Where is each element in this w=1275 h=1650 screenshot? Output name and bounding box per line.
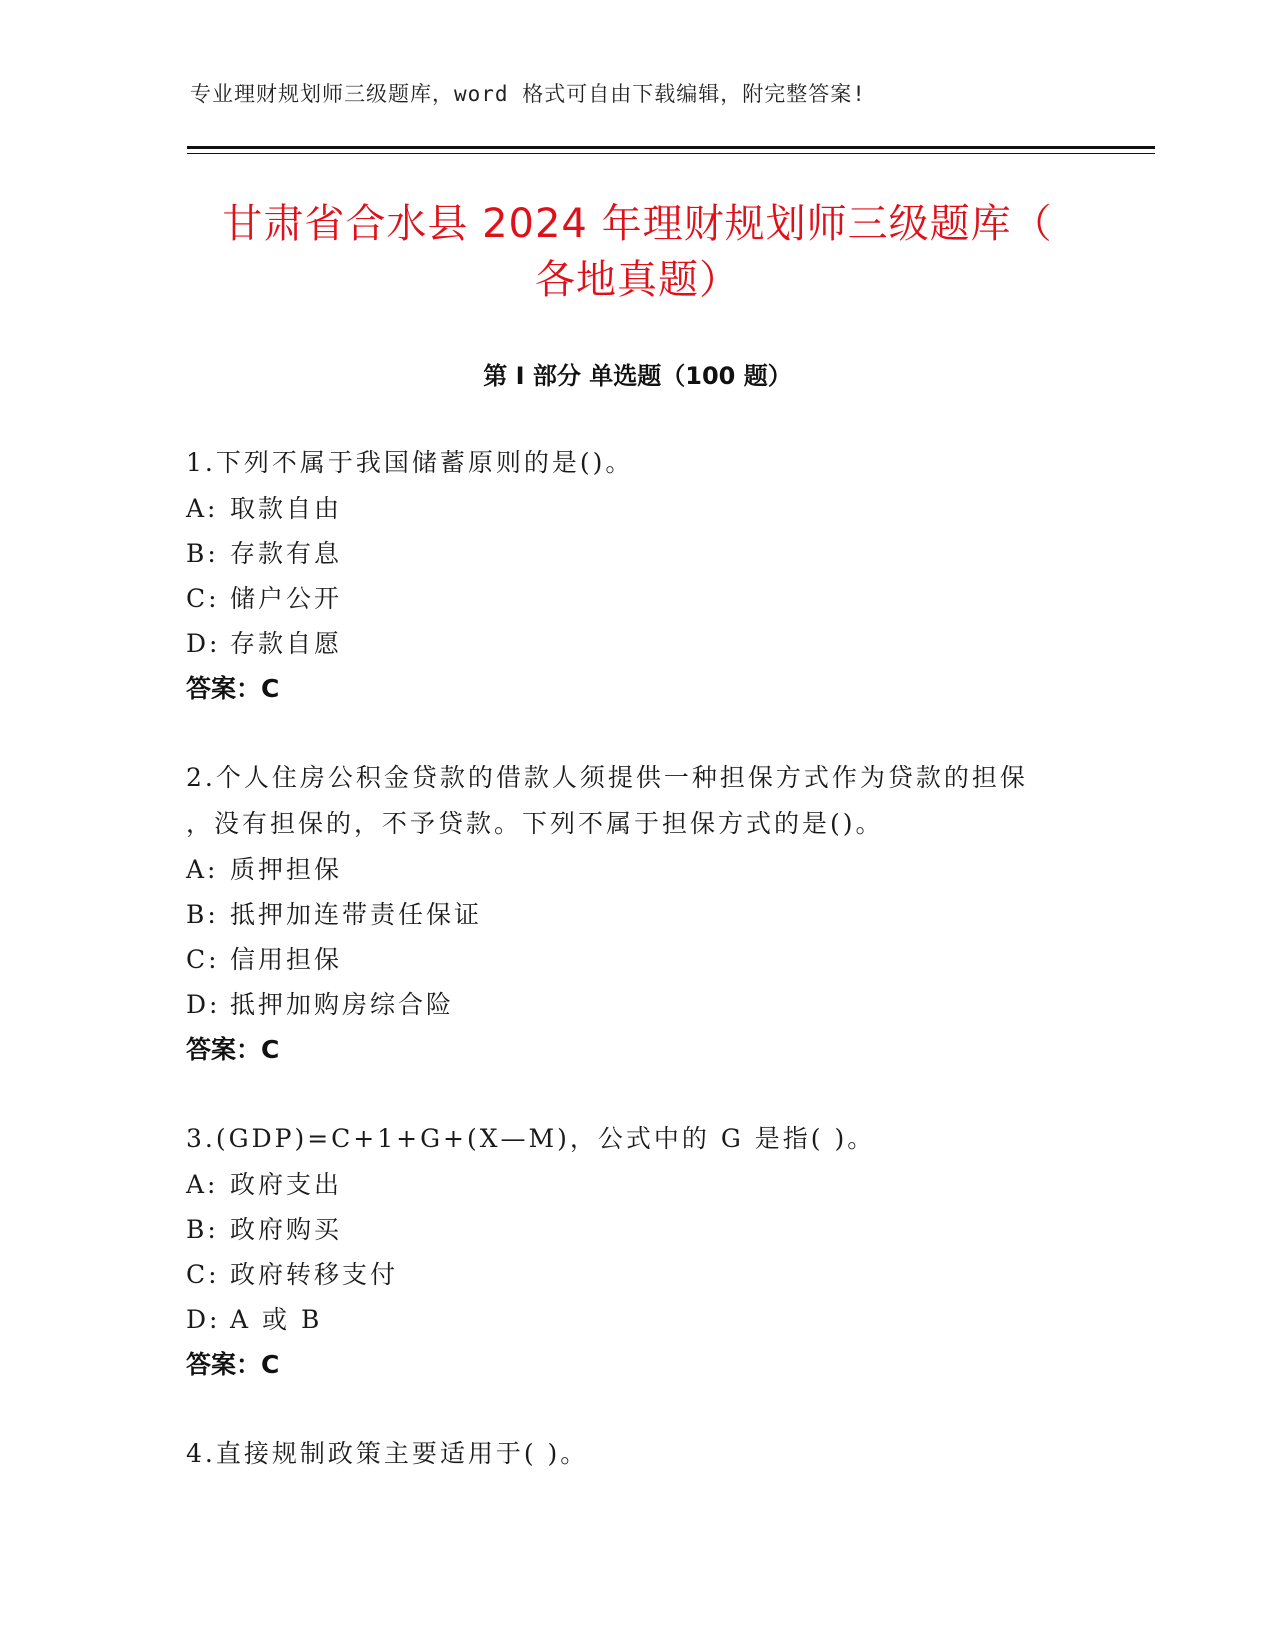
- question-stem: 3.(GDP)=C+1+G+(X—M)，公式中的 G 是指( )。: [186, 1124, 876, 1153]
- option-key: A:: [186, 855, 219, 884]
- option-key: B:: [186, 539, 219, 568]
- section-heading: 第 I 部分 单选题（100 题）: [483, 362, 792, 390]
- option-key: A:: [186, 1170, 219, 1199]
- option-key: C:: [186, 584, 220, 613]
- option-text: 抵押加购房综合险: [230, 990, 455, 1019]
- option-text: 取款自由: [230, 494, 343, 523]
- answer-option: [186, 1207, 1066, 1252]
- option-key: D:: [186, 990, 221, 1019]
- option-text: A 或 B: [230, 1305, 323, 1334]
- option-key: C:: [186, 945, 220, 974]
- option-text: 政府转移支付: [230, 1260, 399, 1289]
- question-stem: 1.下列不属于我国储蓄原则的是()。: [186, 448, 634, 477]
- document-title: [180, 196, 1095, 308]
- answer-option: [186, 1252, 1066, 1297]
- question-stem: ，没有担保的，不予贷款。下列不属于担保方式的是()。: [186, 809, 884, 838]
- answer-option: [186, 892, 1066, 937]
- question-item: [186, 1431, 1066, 1477]
- answer-key: 答案：C: [186, 674, 280, 703]
- option-key: B:: [186, 1215, 219, 1244]
- answer-option: [186, 1297, 1066, 1342]
- header-note: 专业理财规划师三级题库，word 格式可自由下载编辑，附完整答案!: [190, 82, 866, 106]
- answer-option: [186, 486, 1066, 531]
- option-text: 存款有息: [230, 539, 343, 568]
- option-key: A:: [186, 494, 219, 523]
- answer-option: [186, 621, 1066, 666]
- option-key: D:: [186, 629, 221, 658]
- option-text: 政府支出: [230, 1170, 343, 1199]
- title-line-2: 各地真题）: [535, 257, 740, 303]
- answer-option: [186, 847, 1066, 892]
- question-stem: 4.直接规制政策主要适用于( )。: [186, 1439, 589, 1468]
- answer-key: 答案：C: [186, 1035, 280, 1064]
- header-rule-thin: [187, 153, 1155, 154]
- question-item: [186, 755, 1066, 1072]
- title-line-1: 甘肃省合水县 2024 年理财规划师三级题库（: [222, 201, 1053, 247]
- answer-option: [186, 576, 1066, 621]
- answer-key: 答案：C: [186, 1350, 280, 1379]
- option-text: 储户公开: [230, 584, 343, 613]
- option-text: 存款自愿: [230, 629, 343, 658]
- answer-option: [186, 982, 1066, 1027]
- option-text: 质押担保: [230, 855, 343, 884]
- option-key: B:: [186, 900, 219, 929]
- header-rule: [187, 146, 1155, 149]
- option-key: D:: [186, 1305, 221, 1334]
- question-stem: 2.个人住房公积金贷款的借款人须提供一种担保方式作为贷款的担保: [186, 763, 1028, 792]
- question-item: [186, 1116, 1066, 1387]
- option-text: 抵押加连带责任保证: [230, 900, 483, 929]
- option-key: C:: [186, 1260, 220, 1289]
- option-text: 信用担保: [230, 945, 343, 974]
- question-item: [186, 440, 1066, 711]
- answer-option: [186, 937, 1066, 982]
- question-list: [186, 440, 1066, 1521]
- option-text: 政府购买: [230, 1215, 343, 1244]
- answer-option: [186, 531, 1066, 576]
- answer-option: [186, 1162, 1066, 1207]
